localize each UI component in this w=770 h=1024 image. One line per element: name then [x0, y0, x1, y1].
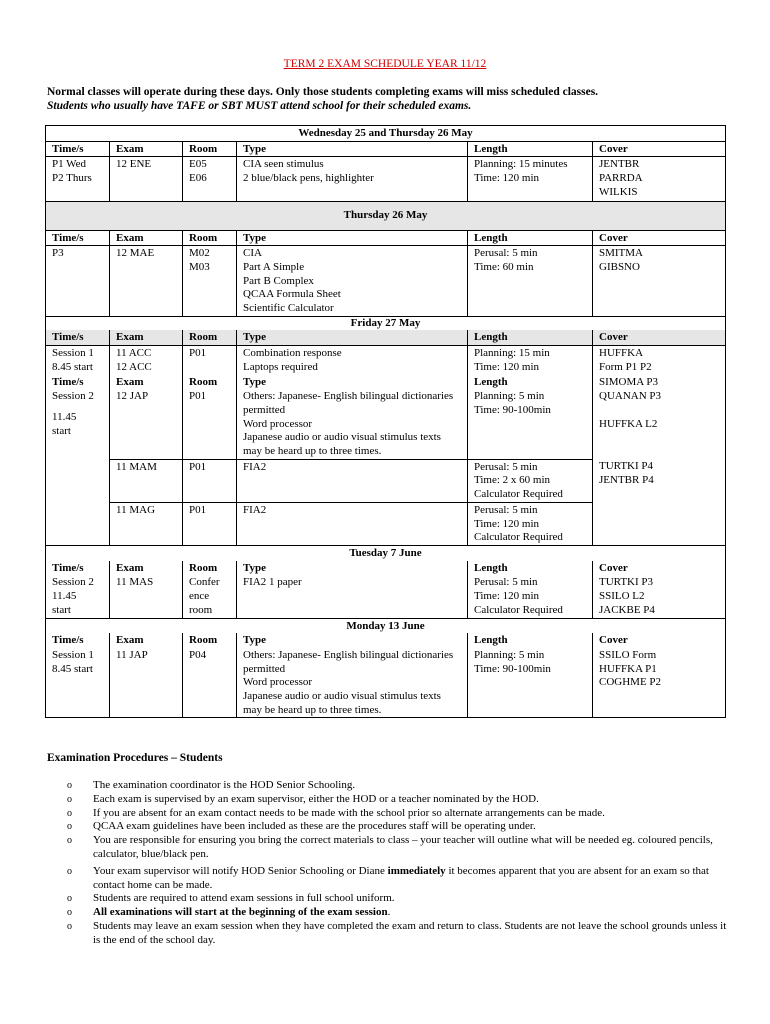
list-item: o QCAA exam guidelines have been included as these are the procedures staff will be operating under. [67, 820, 536, 833]
day-row-fri [46, 316, 726, 330]
day-heading: Friday 27 May [46, 316, 726, 330]
header-row [46, 230, 726, 246]
intro-tafe-notice: Students who usually have TAFE or SBT MUST attend school for their scheduled exams. [47, 100, 472, 112]
header-length: Length [468, 633, 593, 648]
header-room: Room [183, 330, 237, 345]
header-type: Type [237, 375, 468, 390]
day-heading: Tuesday 7 June [46, 545, 726, 560]
day-heading: Wednesday 25 and Thursday 26 May [46, 126, 726, 142]
list-item: o Students may leave an exam session when they have completed the exam and return to class. Students are not leave the school grounds unless it is the end of the school day. [67, 919, 727, 946]
header-row [46, 141, 726, 157]
table-row [46, 459, 726, 502]
cell-exam: 12 ENE [110, 157, 183, 201]
header-exam: Exam [110, 561, 183, 576]
cell-length: Perusal: 5 min Time: 2 x 60 min Calculator Required [468, 459, 593, 502]
header-length: Length [468, 330, 593, 345]
cell-time [46, 502, 110, 545]
exam-schedule-table [45, 125, 726, 718]
header-type: Type [237, 230, 468, 246]
bullet-icon: o [67, 780, 72, 791]
header-row [46, 633, 726, 648]
bullet-icon: o [67, 920, 72, 932]
header-length: Length [468, 561, 593, 576]
list-item: o You are responsible for ensuring you bring the correct materials to class – your teacher will outline what will be needed eg. coloured pencils, calculator, blue/black pen. [67, 834, 713, 860]
cell-exam: 11 JAP [110, 648, 183, 718]
list-item: o If you are absent for an exam contact needs to be made with the school prior so alternate arrangements can be made. [67, 806, 605, 819]
cell-length: Perusal: 5 min Time: 60 min [468, 246, 593, 317]
header-length: Length [468, 230, 593, 246]
cell-exam: 11 MAG [110, 502, 183, 545]
cell-cover: SSILO Form HUFFKA P1 COGHME P2 [593, 648, 726, 718]
header-cover: Cover [593, 141, 726, 157]
header-time: Time/s [46, 375, 110, 390]
cell-length: Planning: 15 minutes Time: 120 min [468, 157, 593, 201]
header-type: Type [237, 330, 468, 345]
cell-cover: SMITMA GIBSNO [593, 246, 726, 317]
header-cover: Cover [593, 561, 726, 576]
cell-room: E05 E06 [183, 157, 237, 201]
header-cover: Cover [593, 230, 726, 246]
cell-cover: TURTKI P3 SSILO L2 JACKBE P4 [593, 575, 726, 618]
list-item: o Your exam supervisor will notify HOD Senior Schooling or Diane immediately it becomes apparent that you are absent for an exam so that contact home can be made. [67, 864, 709, 891]
list-item: o Each exam is supervised by an exam supervisor, either the HOD or a teacher nominated by the HOD. [67, 792, 539, 805]
document-title: TERM 2 EXAM SCHEDULE YEAR 11/12 [283, 58, 487, 70]
cell-exam: 12 MAE [110, 246, 183, 317]
cell-room: P01 [183, 346, 237, 375]
list-item: o The examination coordinator is the HOD Senior Schooling. [67, 779, 356, 791]
table-row [46, 246, 726, 317]
cell-cover [593, 502, 726, 545]
cell-type: Others: Japanese- English bilingual dictionaries permitted Word processor Japanese audio or audio visual stimulus texts may be heard up to three times. [237, 648, 468, 718]
cell-exam: 11 MAM [110, 459, 183, 502]
table-row [46, 575, 726, 618]
cell-type: CIA Part A Simple Part B Complex QCAA Formula Sheet Scientific Calculator [237, 246, 468, 317]
header-time: Time/s [46, 141, 110, 157]
header-time: Time/s [46, 230, 110, 246]
bullet-icon: o [67, 865, 72, 877]
cell-time: Session 2 11.45 start [46, 389, 110, 459]
cell-type: CIA seen stimulus 2 blue/black pens, highlighter [237, 157, 468, 201]
day-row-wed-thu [46, 126, 726, 142]
header-room: Room [183, 141, 237, 157]
header-exam: Exam [110, 230, 183, 246]
cell-length: Perusal: 5 min Time: 120 min Calculator Required [468, 575, 593, 618]
header-type: Type [237, 561, 468, 576]
header-length: Length [468, 375, 593, 390]
header-row [46, 561, 726, 576]
header-room: Room [183, 230, 237, 246]
cell-room: Confer ence room [183, 575, 237, 618]
cell-cover: SIMOMA P3 QUANAN P3 HUFFKA L2 [593, 375, 726, 445]
header-type: Type [237, 141, 468, 157]
header-room: Room [183, 633, 237, 648]
header-time: Time/s [46, 330, 110, 345]
cell-time: Session 1 8.45 start [46, 346, 110, 375]
header-exam: Exam [110, 141, 183, 157]
day-row-thu [46, 201, 726, 230]
cell-room: P01 [183, 459, 237, 502]
cell-time [46, 459, 110, 502]
list-item: o Students are required to attend exam sessions in full school uniform. [67, 892, 395, 905]
cell-room: P04 [183, 648, 237, 718]
cell-exam: 11 ACC 12 ACC [110, 346, 183, 375]
header-exam: Exam [110, 330, 183, 345]
header-time: Time/s [46, 561, 110, 576]
cell-length: Planning: 15 min Time: 120 min [468, 346, 593, 375]
bullet-icon: o [67, 893, 72, 905]
header-exam: Exam [110, 633, 183, 648]
day-row-mon [46, 618, 726, 633]
header-row [46, 330, 726, 345]
table-row [46, 648, 726, 718]
cell-time: P3 [46, 246, 110, 317]
cell-time: Session 1 8.45 start [46, 648, 110, 718]
day-heading: Thursday 26 May [46, 201, 726, 230]
procedures-heading: Examination Procedures – Students [47, 752, 223, 764]
cell-room: P01 [183, 389, 237, 459]
table-row [46, 389, 726, 459]
cell-type: Combination response Laptops required [237, 346, 468, 375]
cell-cover: JENTBR PARRDA WILKIS [593, 157, 726, 201]
day-row-tue [46, 545, 726, 560]
cell-type: FIA2 1 paper [237, 575, 468, 618]
cell-exam: 12 JAP [110, 389, 183, 459]
procedures-list [47, 779, 727, 948]
cell-cover: HUFFKA Form P1 P2 [593, 346, 726, 375]
bullet-icon: o [67, 807, 72, 819]
cell-time: P1 Wed P2 Thurs [46, 157, 110, 201]
cell-exam: 11 MAS [110, 575, 183, 618]
header-room: Room [183, 375, 237, 390]
day-heading: Monday 13 June [46, 618, 726, 633]
cell-type: Others: Japanese- English bilingual dictionaries permitted Word processor Japanese audio or audio visual stimulus texts may be heard up to three times. [237, 389, 468, 459]
intro-notice: Normal classes will operate during these days. Only those students completing exams will miss scheduled classes. [47, 86, 599, 98]
cell-cover: TURTKI P4 JENTBR P4 [593, 459, 726, 502]
cell-type: FIA2 [237, 459, 468, 502]
table-row [46, 157, 726, 201]
cell-length: Perusal: 5 min Time: 120 min Calculator Required [468, 502, 593, 545]
cell-length: Planning: 5 min Time: 90-100min [468, 648, 593, 718]
cell-length: Planning: 5 min Time: 90-100min [468, 389, 593, 459]
header-cover: Cover [593, 330, 726, 345]
header-room: Room [183, 561, 237, 576]
header-cover: Cover [593, 633, 726, 648]
header-time: Time/s [46, 633, 110, 648]
list-item: o All examinations will start at the beginning of the exam session. [67, 906, 391, 919]
bullet-icon: o [67, 907, 72, 919]
cell-time: Session 2 11.45 start [46, 575, 110, 618]
header-type: Type [237, 633, 468, 648]
cell-type: FIA2 [237, 502, 468, 545]
table-row [46, 502, 726, 545]
table-row [46, 346, 726, 375]
header-exam: Exam [110, 375, 183, 390]
bullet-icon: o [67, 821, 72, 833]
cell-room: P01 [183, 502, 237, 545]
cell-room: M02 M03 [183, 246, 237, 317]
bullet-icon: o [67, 793, 72, 805]
header-length: Length [468, 141, 593, 157]
bullet-icon: o [67, 835, 72, 847]
